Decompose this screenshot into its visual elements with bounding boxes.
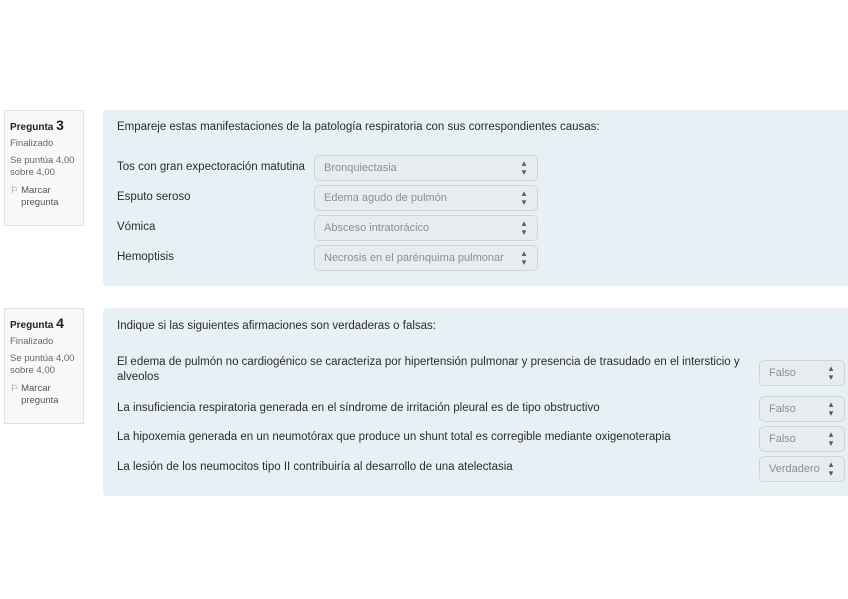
question-number: Pregunta 4 — [10, 315, 64, 331]
match-select[interactable]: Absceso intratorácico ▴▾ — [314, 215, 538, 241]
tf-select[interactable]: Falso ▴▾ — [759, 360, 845, 386]
question-number: Pregunta 3 — [10, 117, 64, 133]
question-text: Empareje estas manifestaciones de la patología respiratoria con sus correspondientes causas: — [117, 121, 600, 133]
question-info-3 — [4, 110, 84, 226]
flag-question-link[interactable]: ⚐ Marcar pregunta — [10, 383, 59, 406]
match-row-label: Esputo seroso — [117, 191, 191, 203]
tf-select[interactable]: Verdadero ▴▾ — [759, 456, 845, 482]
tf-row-label: La lesión de los neumocitos tipo II contribuiría al desarrollo de una atelectasia — [117, 461, 513, 473]
flag-icon: ⚐ — [10, 383, 19, 394]
question-text: Indique si las siguientes afirmaciones son verdaderas o falsas: — [117, 320, 436, 332]
select-arrows-icon: ▴▾ — [520, 159, 530, 177]
question-state: Finalizado — [10, 137, 54, 149]
select-arrows-icon: ▴▾ — [520, 219, 530, 237]
tf-select[interactable]: Falso ▴▾ — [759, 426, 845, 452]
match-row-label: Hemoptisis — [117, 251, 174, 263]
question-content-3 — [103, 110, 848, 286]
question-state: Finalizado — [10, 335, 54, 347]
question-grade: Se puntúa 4,00 sobre 4,00 — [10, 353, 75, 377]
select-arrows-icon: ▴▾ — [827, 460, 837, 478]
tf-row-label: La hipoxemia generada en un neumotórax que produce un shunt total es corregible mediante oxigenoterapia — [117, 431, 671, 443]
tf-row-label: El edema de pulmón no cardiogénico se caracteriza por hipertensión pulmonar y presencia de trasudado en el intersticio y alveolos — [117, 356, 740, 383]
tf-row-label: La insuficiencia respiratoria generada en el síndrome de irritación pleural es de tipo obstructivo — [117, 402, 600, 414]
question-info-4 — [4, 308, 84, 424]
select-arrows-icon: ▴▾ — [520, 249, 530, 267]
select-arrows-icon: ▴▾ — [827, 400, 837, 418]
flag-question-link[interactable]: ⚐ Marcar pregunta — [10, 185, 59, 208]
match-select[interactable]: Bronquiectasia ▴▾ — [314, 155, 538, 181]
tf-select[interactable]: Falso ▴▾ — [759, 396, 845, 422]
select-arrows-icon: ▴▾ — [520, 189, 530, 207]
flag-icon: ⚐ — [10, 185, 19, 196]
select-arrows-icon: ▴▾ — [827, 430, 837, 448]
question-grade: Se puntúa 4,00 sobre 4,00 — [10, 155, 75, 179]
match-select[interactable]: Necrosis en el parénquima pulmonar ▴▾ — [314, 245, 538, 271]
question-content-4 — [103, 308, 848, 496]
match-row-label: Vómica — [117, 221, 156, 233]
match-select[interactable]: Edema agudo de pulmón ▴▾ — [314, 185, 538, 211]
match-row-label: Tos con gran expectoración matutina — [117, 161, 305, 173]
select-arrows-icon: ▴▾ — [827, 364, 837, 382]
